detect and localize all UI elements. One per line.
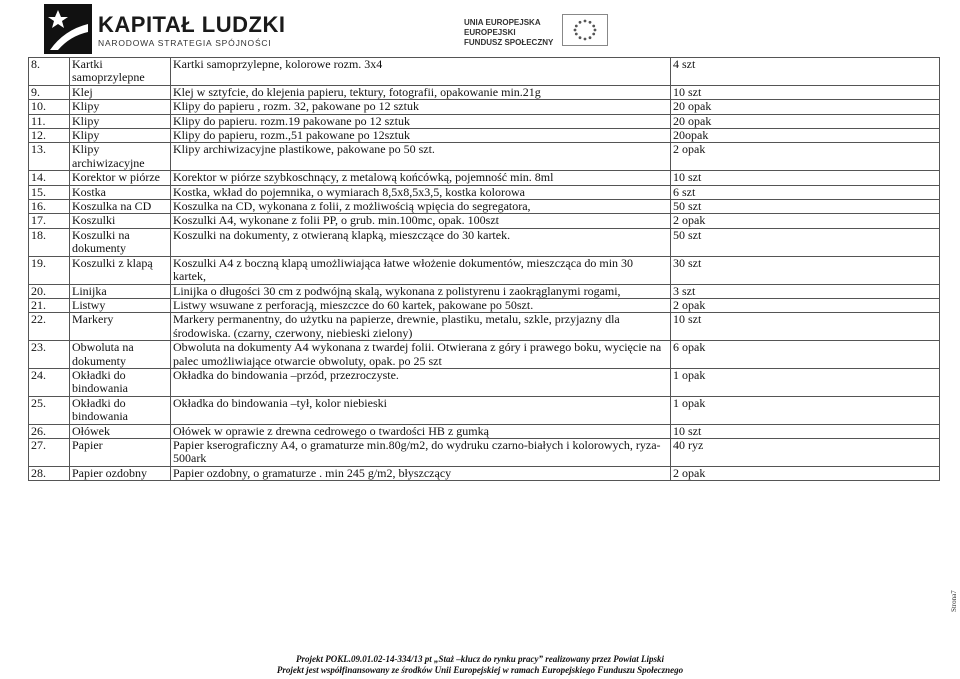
row-number: 15.: [29, 185, 70, 199]
supplies-table: [28, 57, 940, 481]
row-number: 21.: [29, 298, 70, 312]
table-row: [29, 200, 940, 214]
item-quantity: 10 szt: [671, 85, 940, 99]
item-description: Korektor w piórze szybkoschnący, z metalową końcówką, pojemność min. 8ml: [171, 171, 671, 185]
item-name: Koszulki: [70, 214, 171, 228]
item-quantity: 6 opak: [671, 341, 940, 369]
row-number: 24.: [29, 368, 70, 396]
item-description: Koszulka na CD, wykonana z folii, z możliwością wpięcia do segregatora,: [171, 200, 671, 214]
page-header: [0, 0, 960, 58]
eu-flag-icon: [562, 14, 608, 46]
item-name: Klipy: [70, 129, 171, 143]
item-description: Kostka, wkład do pojemnika, o wymiarach 8,5x8,5x3,5, kostka kolorowa: [171, 185, 671, 199]
table-row: [29, 438, 940, 466]
table-row: [29, 424, 940, 438]
row-number: 28.: [29, 466, 70, 480]
table-row: [29, 396, 940, 424]
item-quantity: 10 szt: [671, 313, 940, 341]
item-name: Klej: [70, 85, 171, 99]
table-row: [29, 100, 940, 114]
row-number: 22.: [29, 313, 70, 341]
item-description: Klej w sztyfcie, do klejenia papieru, tektury, fotografii, opakowanie min.21g: [171, 85, 671, 99]
item-description: Koszulki na dokumenty, z otwieraną klapką, mieszczące do 30 kartek.: [171, 228, 671, 256]
page-footer: [0, 654, 960, 676]
item-quantity: 2 opak: [671, 143, 940, 171]
item-quantity: 6 szt: [671, 185, 940, 199]
item-name: Kostka: [70, 185, 171, 199]
item-name: Papier: [70, 438, 171, 466]
row-number: 12.: [29, 129, 70, 143]
item-name: Okładki do bindowania: [70, 368, 171, 396]
item-description: Markery permanentny, do użytku na papierze, drewnie, plastiku, metalu, szkle, przyjazny dla środowiska. (czarny, czerwony, niebieski zielony): [171, 313, 671, 341]
item-name: Markery: [70, 313, 171, 341]
table-row: [29, 143, 940, 171]
brand-title: KAPITAŁ LUDZKI: [98, 12, 286, 37]
item-name: Klipy archiwizacyjne: [70, 143, 171, 171]
item-quantity: 50 szt: [671, 228, 940, 256]
item-quantity: 1 opak: [671, 368, 940, 396]
item-description: Okładka do bindowania –tył, kolor niebieski: [171, 396, 671, 424]
item-quantity: 20 opak: [671, 114, 940, 128]
item-description: Koszulki A4, wykonane z folii PP, o grub. min.100mc, opak. 100szt: [171, 214, 671, 228]
row-number: 19.: [29, 256, 70, 284]
table-row: [29, 313, 940, 341]
row-number: 18.: [29, 228, 70, 256]
item-name: Listwy: [70, 298, 171, 312]
row-number: 20.: [29, 284, 70, 298]
item-name: Korektor w piórze: [70, 171, 171, 185]
eu-label-line2: EUROPEJSKI: [464, 28, 516, 37]
row-number: 25.: [29, 396, 70, 424]
footer-funding-line: Projekt jest współfinansowany ze środków Unii Europejskiej w ramach Europejskiego Funduszu Społecznego: [276, 665, 684, 675]
row-number: 11.: [29, 114, 70, 128]
table-row: [29, 284, 940, 298]
page-number: Strona7: [950, 590, 958, 612]
table-row: [29, 58, 940, 86]
table-row: [29, 171, 940, 185]
item-description: Klipy do papieru , rozm. 32, pakowane po 12 sztuk: [171, 100, 671, 114]
brand-subtitle: NARODOWA STRATEGIA SPÓJNOŚCI: [98, 38, 272, 48]
item-quantity: 4 szt: [671, 58, 940, 86]
table-row: [29, 368, 940, 396]
item-quantity: 50 szt: [671, 200, 940, 214]
item-description: Ołówek w oprawie z drewna cedrowego o twardości HB z gumką: [171, 424, 671, 438]
table-row: [29, 298, 940, 312]
table-row: [29, 185, 940, 199]
row-number: 10.: [29, 100, 70, 114]
item-name: Klipy: [70, 114, 171, 128]
row-number: 14.: [29, 171, 70, 185]
item-name: Papier ozdobny: [70, 466, 171, 480]
eu-label: [464, 18, 553, 48]
item-quantity: 2 opak: [671, 466, 940, 480]
item-quantity: 2 opak: [671, 298, 940, 312]
item-description: Papier ozdobny, o gramaturze . min 245 g/m2, błyszczący: [171, 466, 671, 480]
item-description: Papier kserograficzny A4, o gramaturze min.80g/m2, do wydruku czarno-białych i kolorowych, ryza-500ark: [171, 438, 671, 466]
item-quantity: 1 opak: [671, 396, 940, 424]
eu-label-line1: UNIA EUROPEJSKA: [464, 18, 541, 27]
table-row: [29, 466, 940, 480]
item-name: Okładki do bindowania: [70, 396, 171, 424]
row-number: 26.: [29, 424, 70, 438]
table-row: [29, 114, 940, 128]
item-description: Linijka o długości 30 cm z podwójną skalą, wykonana z polistyrenu i zaokrąglanymi rogami,: [171, 284, 671, 298]
row-number: 27.: [29, 438, 70, 466]
item-description: Klipy do papieru. rozm.19 pakowane po 12 sztuk: [171, 114, 671, 128]
table-row: [29, 129, 940, 143]
item-description: Kartki samoprzylepne, kolorowe rozm. 3x4: [171, 58, 671, 86]
table-row: [29, 341, 940, 369]
item-quantity: 20opak: [671, 129, 940, 143]
item-name: Koszulka na CD: [70, 200, 171, 214]
item-description: Listwy wsuwane z perforacją, mieszczce do 60 kartek, pakowane po 50szt.: [171, 298, 671, 312]
row-number: 17.: [29, 214, 70, 228]
item-name: Koszulki na dokumenty: [70, 228, 171, 256]
item-quantity: 10 szt: [671, 171, 940, 185]
table-row: [29, 85, 940, 99]
row-number: 16.: [29, 200, 70, 214]
item-quantity: 2 opak: [671, 214, 940, 228]
table-row: [29, 256, 940, 284]
item-description: Obwoluta na dokumenty A4 wykonana z twardej folii. Otwierana z góry i prawego boku, wycięcie na palec umożliwiające otwarcie obwoluty, opak. po 25 szt: [171, 341, 671, 369]
item-description: Klipy do papieru, rozm.,51 pakowane po 12sztuk: [171, 129, 671, 143]
item-quantity: 20 opak: [671, 100, 940, 114]
row-number: 8.: [29, 58, 70, 86]
item-description: Koszulki A4 z boczną klapą umożliwiająca łatwe włożenie dokumentów, mieszcząca do min 30 kartek,: [171, 256, 671, 284]
item-name: Ołówek: [70, 424, 171, 438]
item-name: Linijka: [70, 284, 171, 298]
item-name: Klipy: [70, 100, 171, 114]
footer-project-line: Projekt POKL.09.01.02-14-334/13 pt „Staż –klucz do rynku pracy” realizowany przez Powiat Lipski: [295, 654, 664, 664]
item-quantity: 3 szt: [671, 284, 940, 298]
item-quantity: 10 szt: [671, 424, 940, 438]
item-name: Obwoluta na dokumenty: [70, 341, 171, 369]
row-number: 23.: [29, 341, 70, 369]
table-row: [29, 214, 940, 228]
eu-label-line3: FUNDUSZ SPOŁECZNY: [464, 38, 554, 47]
item-description: Klipy archiwizacyjne plastikowe, pakowane po 50 szt.: [171, 143, 671, 171]
row-number: 9.: [29, 85, 70, 99]
item-description: Okładka do bindowania –przód, przezroczyste.: [171, 368, 671, 396]
row-number: 13.: [29, 143, 70, 171]
item-name: Kartki samoprzylepne: [70, 58, 171, 86]
item-quantity: 30 szt: [671, 256, 940, 284]
item-name: Koszulki z klapą: [70, 256, 171, 284]
kapital-ludzki-logo: [44, 4, 92, 54]
item-quantity: 40 ryz: [671, 438, 940, 466]
table-row: [29, 228, 940, 256]
